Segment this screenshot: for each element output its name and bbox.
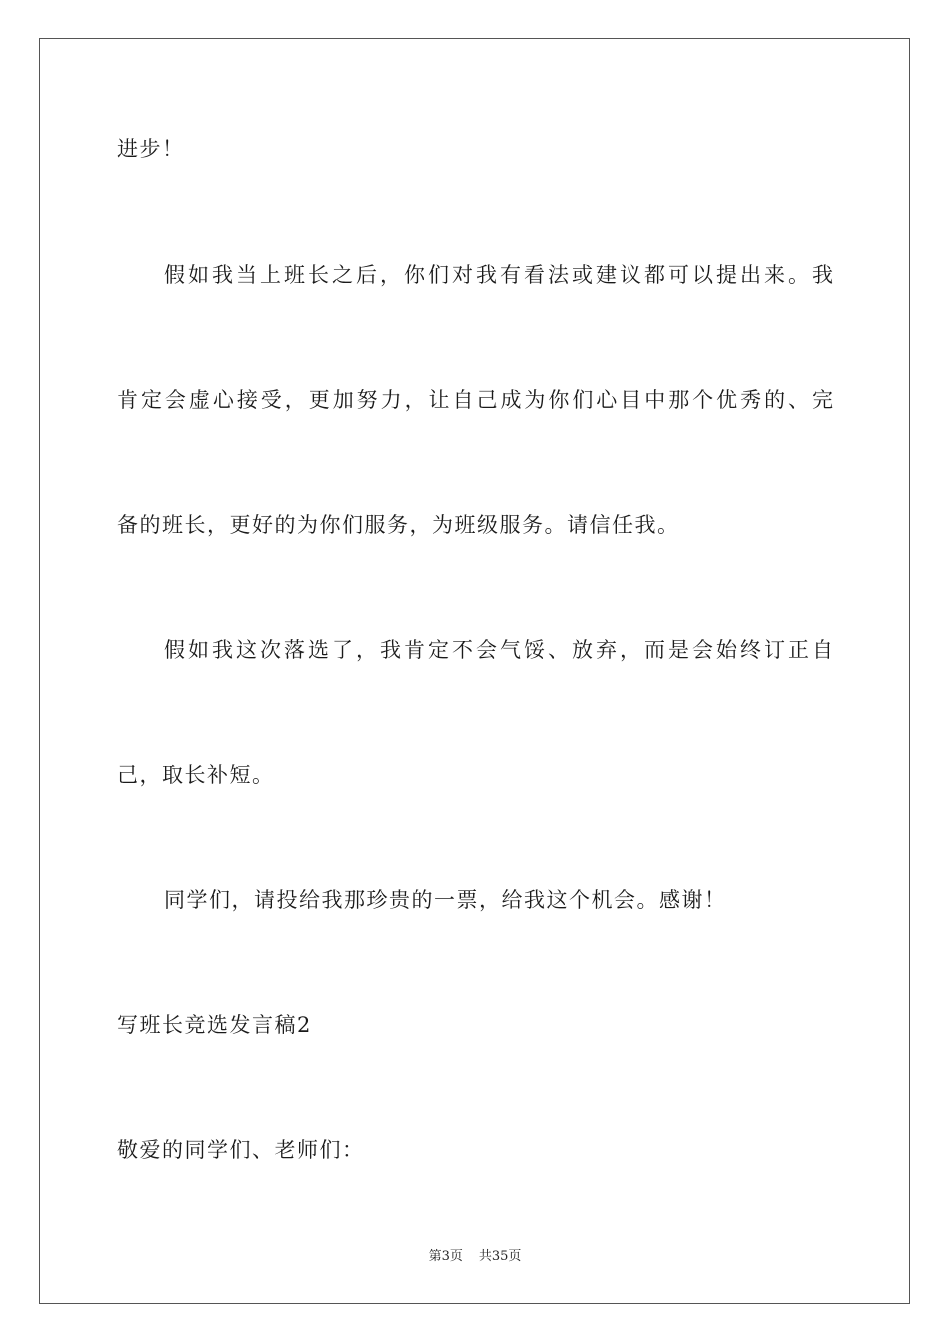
- paragraph-line-2: 假如我当上班长之后，你们对我有看法或建议都可以提出来。我: [164, 263, 833, 287]
- paragraph-line-3: 肯定会虚心接受，更加努力，让自己成为你们心目中那个优秀的、完: [117, 388, 833, 412]
- paragraph-line-5: 假如我这次落选了，我肯定不会气馁、放弃，而是会始终订正自: [164, 638, 833, 662]
- page-number: 第3页: [428, 1249, 463, 1264]
- page-footer: [0, 1248, 950, 1266]
- text-line-1: 进步！: [117, 137, 185, 161]
- paragraph-line-6: 己，取长补短。: [117, 763, 275, 787]
- salutation-line: 敬爱的同学们、老师们：: [117, 1138, 365, 1162]
- total-pages: 共35页: [478, 1249, 522, 1264]
- paragraph-line-7: 同学们，请投给我那珍贵的一票，给我这个机会。感谢！: [164, 888, 727, 912]
- paragraph-line-4: 备的班长，更好的为你们服务，为班级服务。请信任我。: [117, 513, 680, 537]
- section-heading: 写班长竞选发言稿2: [117, 1013, 312, 1037]
- page-frame: [39, 38, 910, 1304]
